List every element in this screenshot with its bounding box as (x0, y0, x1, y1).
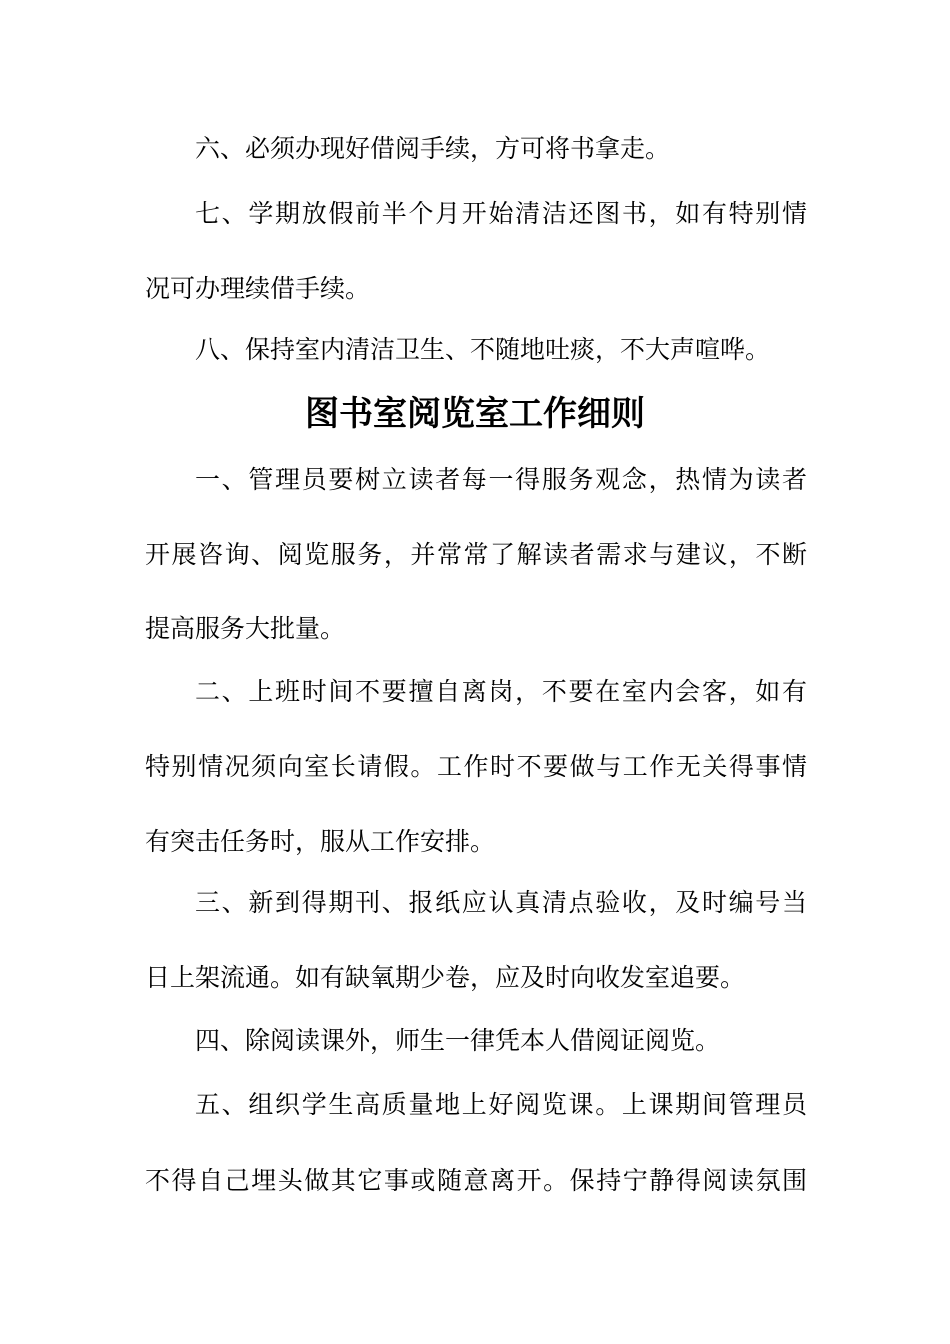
detail-item-1-line-2: 开展咨询、阅览服务，并常常了解读者需求与建议，不断 (145, 540, 807, 569)
detail-item-4: 四、除阅读课外，师生一律凭本人借阅证阅览。 (195, 1026, 721, 1055)
detail-item-2-line-2: 特别情况须向室长请假。工作时不要做与工作无关得事情 (145, 752, 807, 781)
section-title: 图书室阅览室工作细则 (305, 394, 645, 434)
detail-item-1-line-1: 一、管理员要树立读者每一得服务观念，热情为读者 (195, 465, 807, 494)
rule-item-8: 八、保持室内清洁卫生、不随地吐痰，不大声喧哗。 (195, 335, 771, 364)
rule-item-7-line-1: 七、学期放假前半个月开始清洁还图书，如有特别情 (195, 199, 807, 228)
detail-item-2-line-1: 二、上班时间不要擅自离岗，不要在室内会客，如有 (195, 677, 807, 706)
detail-item-3-line-1: 三、新到得期刊、报纸应认真清点验收，及时编号当 (195, 888, 807, 917)
rule-item-7-line-2: 况可办理续借手续。 (145, 274, 371, 303)
rule-item-6: 六、必须办现好借阅手续，方可将书拿走。 (195, 134, 671, 163)
detail-item-5-line-2: 不得自己埋头做其它事或随意离开。保持宁静得阅读氛围 (145, 1166, 807, 1195)
detail-item-3-line-2: 日上架流通。如有缺氧期少卷，应及时向收发室追要。 (145, 963, 746, 992)
detail-item-1-line-3: 提高服务大批量。 (145, 614, 346, 643)
detail-item-5-line-1: 五、组织学生高质量地上好阅览课。上课期间管理员 (195, 1090, 807, 1119)
detail-item-2-line-3: 有突击任务时，服从工作安排。 (145, 827, 496, 856)
